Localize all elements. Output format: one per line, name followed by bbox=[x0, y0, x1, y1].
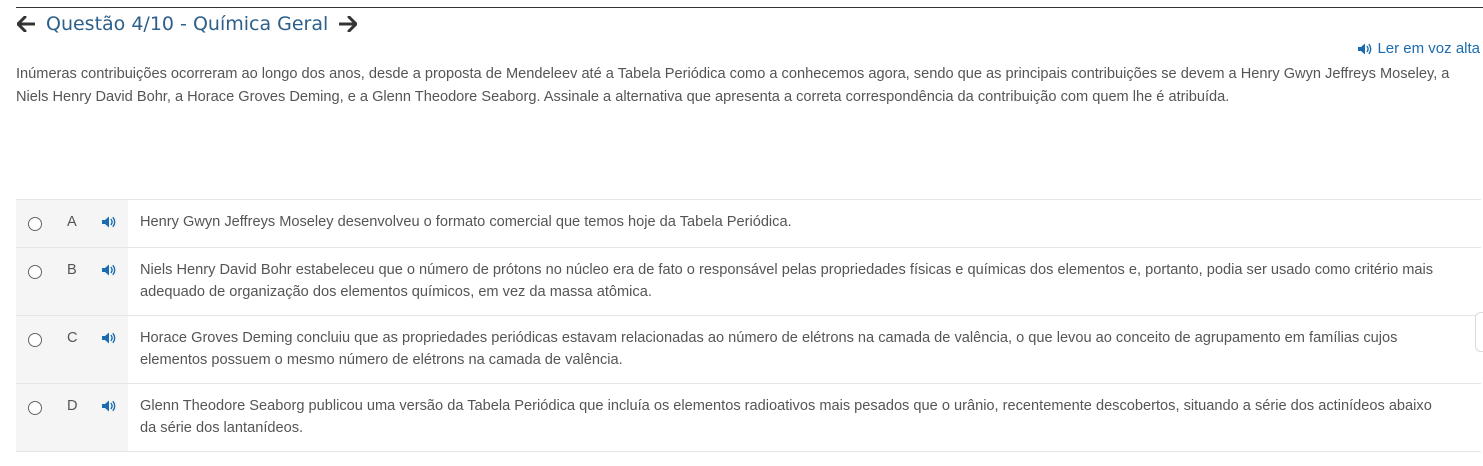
read-aloud-button[interactable] bbox=[1357, 40, 1480, 57]
option-a[interactable] bbox=[16, 200, 1481, 248]
read-aloud-label: Ler em voz alta bbox=[1377, 40, 1480, 57]
speaker-icon[interactable] bbox=[101, 331, 117, 350]
option-text: Horace Groves Deming concluiu que as propriedades periódicas estavam relacionadas ao número de elétrons na camada de valência, o que levou ao conceito de agrupamento em famílias cujos elementos possuem o mesmo número de elétrons na camada de valência. bbox=[128, 316, 1481, 383]
option-gutter bbox=[16, 384, 128, 451]
radio-button[interactable] bbox=[28, 217, 42, 231]
radio-button[interactable] bbox=[28, 265, 42, 279]
option-text: Niels Henry David Bohr estabeleceu que o número de prótons no núcleo era de fato o responsável pelas propriedades físicas e químicas dos elementos e, portanto, podia ser usado como critério mais adequado de organização dos elementos químicos, em vez da massa atômica. bbox=[128, 248, 1481, 315]
option-letter: C bbox=[67, 329, 78, 346]
answer-options bbox=[16, 199, 1481, 452]
option-b[interactable] bbox=[16, 248, 1481, 316]
option-d[interactable] bbox=[16, 384, 1481, 452]
speaker-icon bbox=[1357, 42, 1373, 56]
option-c[interactable] bbox=[16, 316, 1481, 384]
option-text: Henry Gwyn Jeffreys Moseley desenvolveu o formato comercial que temos hoje da Tabela Periódica. bbox=[128, 200, 1481, 247]
option-letter: A bbox=[67, 214, 77, 230]
speaker-icon[interactable] bbox=[101, 399, 117, 418]
question-header bbox=[16, 12, 358, 36]
option-text: Glenn Theodore Seaborg publicou uma versão da Tabela Periódica que incluía os elementos radioativos mais pesados que o urânio, recentemente descobertos, situando a série dos actinídeos abaixo da série dos lantanídeos. bbox=[128, 384, 1481, 451]
option-gutter bbox=[16, 316, 128, 383]
radio-button[interactable] bbox=[28, 333, 42, 347]
speaker-icon[interactable] bbox=[101, 263, 117, 282]
page-title: Questão 4/10 - Química Geral bbox=[46, 13, 329, 35]
side-panel-tab[interactable] bbox=[1475, 312, 1483, 352]
option-letter: D bbox=[67, 397, 78, 414]
option-gutter bbox=[16, 200, 128, 247]
option-gutter bbox=[16, 248, 128, 315]
speaker-icon[interactable] bbox=[101, 215, 117, 234]
question-text: Inúmeras contribuições ocorreram ao longo dos anos, desde a proposta de Mendeleev até a Tabela Periódica como a conhecemos agora, sendo que as principais contribuições se devem a Henry Gwyn Jeffreys Moseley, a Niels Henry David Bohr, a Horace Groves Deming, e a Glenn Theodore Seaborg. Assinale a alternativa que apresenta a correta correspondência da contribuição com quem lhe é atribuída. bbox=[16, 66, 1450, 105]
radio-button[interactable] bbox=[28, 401, 42, 415]
arrow-left-icon[interactable] bbox=[16, 14, 36, 34]
top-divider bbox=[16, 7, 1483, 8]
arrow-right-icon[interactable] bbox=[338, 14, 358, 34]
option-letter: B bbox=[67, 261, 77, 278]
